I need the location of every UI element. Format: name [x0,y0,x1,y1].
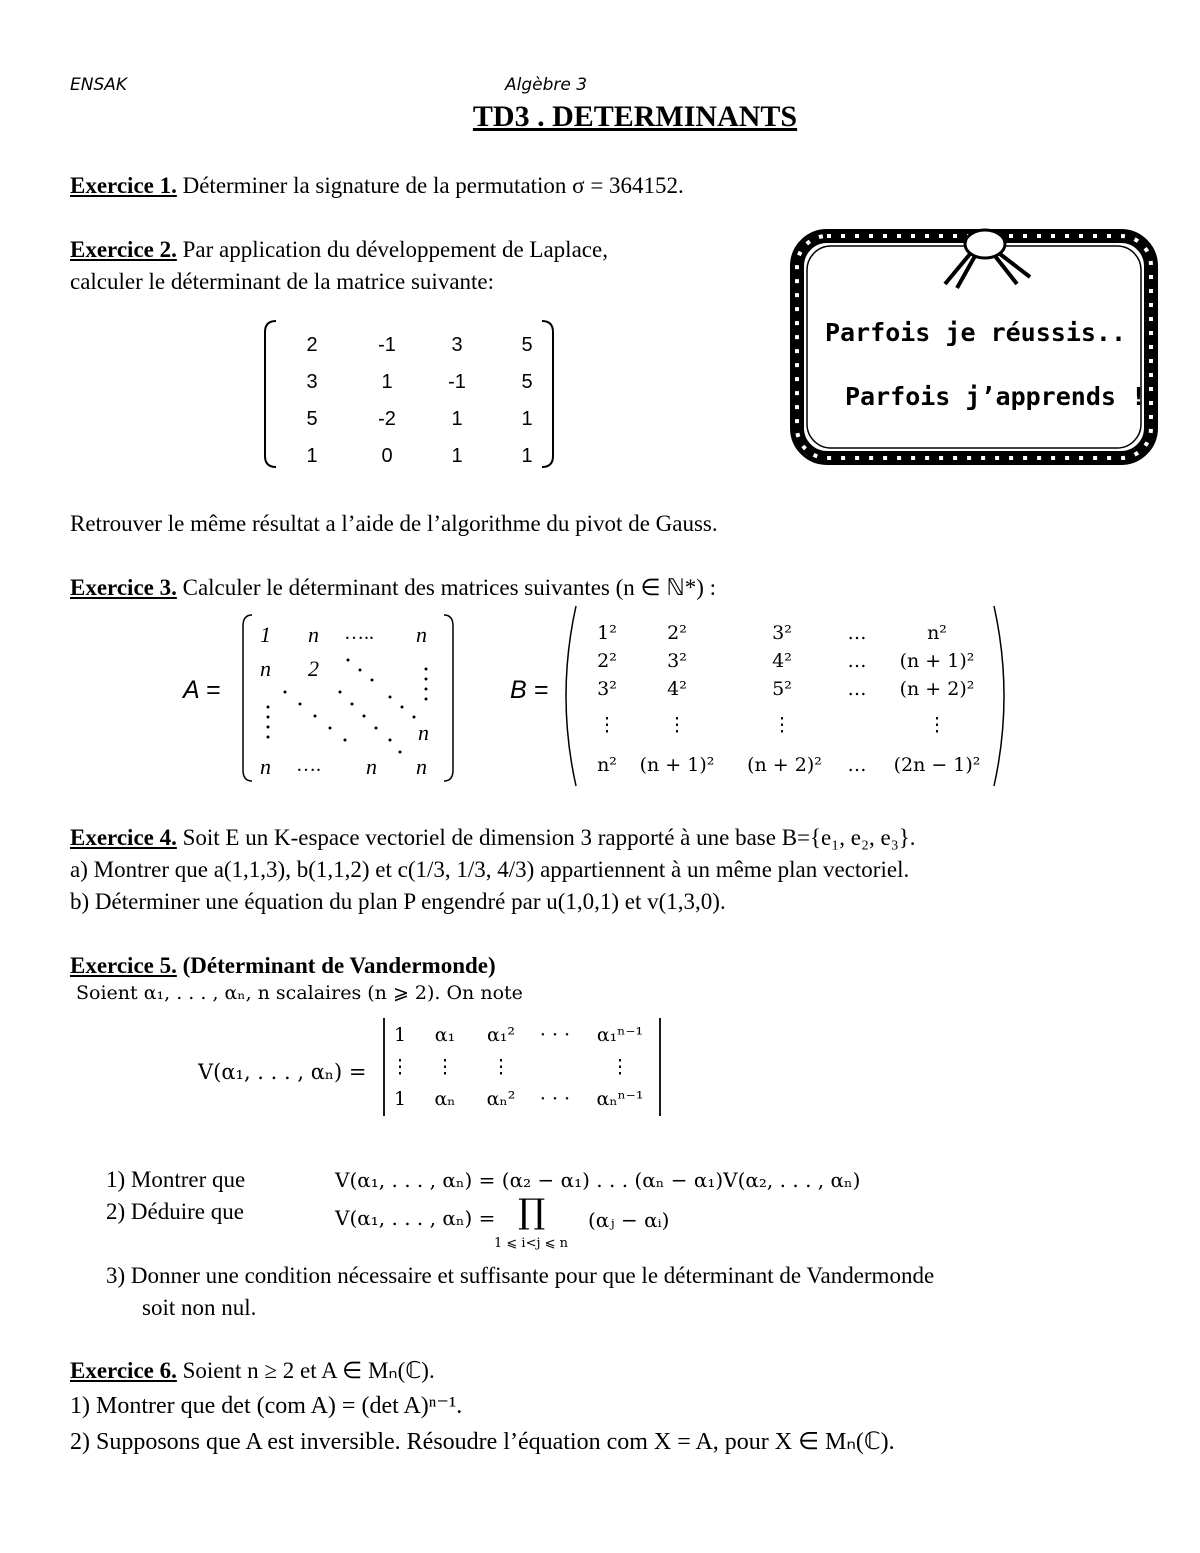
matrix-ex2-cell: 1 [306,445,318,467]
matrix-a-cell: n [366,754,377,779]
exercise-1 [70,172,684,200]
vandermonde-cell: αₙ [434,1088,456,1110]
matrix-b-cell: ⋮ [772,714,792,736]
matrix-b-cell: (n + 2)² [747,754,822,776]
exercise-4-label: Exercice 4. [70,825,177,850]
matrix-b-cell: … [847,650,867,672]
matrix-ex2 [262,318,558,470]
exercise-4-b: b) Déterminer une équation du plan P engendré par u(1,0,1) et v(1,3,0). [70,889,726,914]
matrix-b-cell: … [847,754,867,776]
exercise-5-q3-line2: soit non nul. [142,1295,257,1320]
matrix-a-cell: 1 [260,622,271,647]
exercise-1-text: Déterminer la signature de la permutation σ = 364152. [182,173,684,198]
matrix-ex2-cell: -1 [378,334,396,356]
matrix-ex2-cell: 1 [521,445,533,467]
matrix-b-label: B = [510,676,549,704]
matrix-b-cell: 3² [772,622,792,644]
matrix-b-cell: 4² [667,678,687,700]
matrix-ex2-cell: 5 [521,334,533,356]
matrix-b-cell: (2n − 1)² [893,754,981,776]
matrix-b-cell: n² [597,754,617,776]
matrix-a-cell: …. [296,754,321,776]
exercise-5-intro: Soient α₁, . . . , αₙ, n scalaires (n ⩾ 2). On note [76,982,523,1004]
quote-line-2: Parfois j’apprends ! [845,382,1147,411]
matrix-ex2-cell: 1 [451,445,463,467]
matrix-ex2-cell: -2 [378,408,396,430]
matrix-ex2-cell: 1 [381,371,393,393]
vandermonde-cell: · · · [539,1088,571,1110]
matrix-ex2-cell: 2 [306,334,318,356]
matrix-a-cell: ….. [344,622,374,644]
matrix-b-cell: n² [927,622,947,644]
matrix-a-cell: n [416,622,427,647]
matrix-b-cell: 4² [772,650,792,672]
matrix-b-cell: … [847,622,867,644]
product-subscript: 1 ⩽ i<j ⩽ n [494,1236,569,1251]
matrix-ex2-cell: 0 [381,445,393,467]
exercise-4 [70,824,916,852]
vandermonde-cell: αₙⁿ⁻¹ [596,1088,644,1110]
matrix-b-cell: 3² [667,650,687,672]
matrix-b-cell: ⋮ [667,714,687,736]
matrix-b [562,604,1010,788]
header-center: Algèbre 3 [505,75,588,95]
quote-line-1: Parfois je réussis.. [825,318,1127,347]
quote-frame [785,222,1163,470]
vandermonde-cell: ⋮ [435,1056,455,1078]
matrix-a-label: A = [183,676,221,704]
matrix-a-cell: n [416,754,427,779]
matrix-a [240,612,456,784]
exercise-2-followup: Retrouver le même résultat a l’aide de l’algorithme du pivot de Gauss. [70,511,718,536]
matrix-ex2-cell: 1 [521,408,533,430]
matrix-b-cell: ⋮ [597,714,617,736]
header-left: ENSAK [70,75,128,95]
product-symbol: ∏ [518,1192,546,1232]
exercise-3 [70,574,716,602]
exercise-4-text: Soit E un K-espace vectoriel de dimension 3 rapporté à une base B={e₁, e₂, e₃}. [182,825,916,850]
exercise-2-line1 [70,236,608,264]
exercise-5-q1-formula: V(α₁, . . . , αₙ) = (α₂ − α₁) . . . (αₙ − α₁)V(α₂, . . . , αₙ) [335,1168,861,1192]
matrix-b-cell: (n + 1)² [639,754,715,776]
matrix-a-cell: n [260,656,271,681]
exercise-2-label: Exercice 2. [70,237,177,262]
vandermonde-cell: ⋮ [390,1056,410,1078]
matrix-ex2-cell: 3 [306,371,318,393]
exercise-2-text-1: Par application du développement de Laplace, [182,237,608,262]
matrix-a-cell: n [308,622,319,647]
matrix-ex2-cell: 3 [451,334,463,356]
exercise-6 [70,1357,435,1385]
matrix-b-cell: (n + 2)² [899,678,975,700]
exercise-5-subtitle: (Déterminant de Vandermonde) [182,953,496,978]
exercise-5-q1-label: 1) Montrer que [106,1167,246,1192]
exercise-3-label: Exercice 3. [70,575,177,600]
exercise-5-q2-lhs: V(α₁, . . . , αₙ) = [335,1206,496,1230]
matrix-b-cell: 2² [667,622,687,644]
matrix-a-cell: n [260,754,271,779]
vandermonde-cell: α₁ [434,1024,456,1046]
vandermonde-cell: α₁² [486,1024,516,1046]
exercise-6-q1: 1) Montrer que det (com A) = (det A)ⁿ⁻¹. [70,1393,463,1419]
exercise-3-text: Calculer le déterminant des matrices suivantes (n ∈ ℕ*) : [182,575,717,600]
exercise-6-q2: 2) Supposons que A est inversible. Résoudre l’équation com X = A, pour X ∈ Mₙ(ℂ). [70,1429,895,1455]
vandermonde-cell: 1 [393,1024,407,1046]
matrix-b-cell: 3² [597,678,617,700]
matrix-ex2-cell: 5 [521,371,533,393]
vandermonde-matrix [380,1016,666,1118]
matrix-ex2-cell: 1 [451,408,463,430]
matrix-ex2-cell: 5 [306,408,318,430]
page-title: TD3 . DETERMINANTS [472,100,798,133]
matrix-b-cell: (n + 1)² [899,650,975,672]
matrix-a-cell: n [418,720,429,745]
matrix-b-cell: 1² [597,622,617,644]
vandermonde-lhs: V(α₁, . . . , αₙ) = [198,1060,367,1084]
exercise-4-a: a) Montrer que a(1,1,3), b(1,1,2) et c(1/3, 1/3, 4/3) appartiennent à un même plan vectoriel. [70,857,910,882]
vandermonde-cell: ⋮ [491,1056,511,1078]
vandermonde-cell: αₙ² [486,1088,516,1110]
product-term: (αⱼ − αᵢ) [588,1208,670,1232]
exercise-5-label: Exercice 5. [70,953,177,978]
vandermonde-cell: ⋮ [610,1056,630,1078]
matrix-b-cell: 5² [772,678,792,700]
exercise-6-text: Soient n ≥ 2 et A ∈ Mₙ(ℂ). [182,1358,435,1383]
matrix-b-cell: ⋮ [927,714,947,736]
exercise-1-label: Exercice 1. [70,173,177,198]
exercise-5 [70,952,496,980]
matrix-ex2-cell: -1 [448,371,466,393]
exercise-2-text-2: calculer le déterminant de la matrice suivante: [70,269,495,294]
matrix-a-cell: 2 [308,656,319,681]
exercise-6-label: Exercice 6. [70,1358,177,1383]
exercise-5-q2-label: 2) Déduire que [106,1199,244,1224]
exercise-5-q3-line1: 3) Donner une condition nécessaire et suffisante pour que le déterminant de Vandermonde [106,1263,935,1288]
matrix-b-cell: 2² [597,650,617,672]
vandermonde-cell: 1 [393,1088,407,1110]
vandermonde-cell: · · · [539,1024,571,1046]
vandermonde-cell: α₁ⁿ⁻¹ [596,1024,644,1046]
matrix-b-cell: … [847,678,867,700]
